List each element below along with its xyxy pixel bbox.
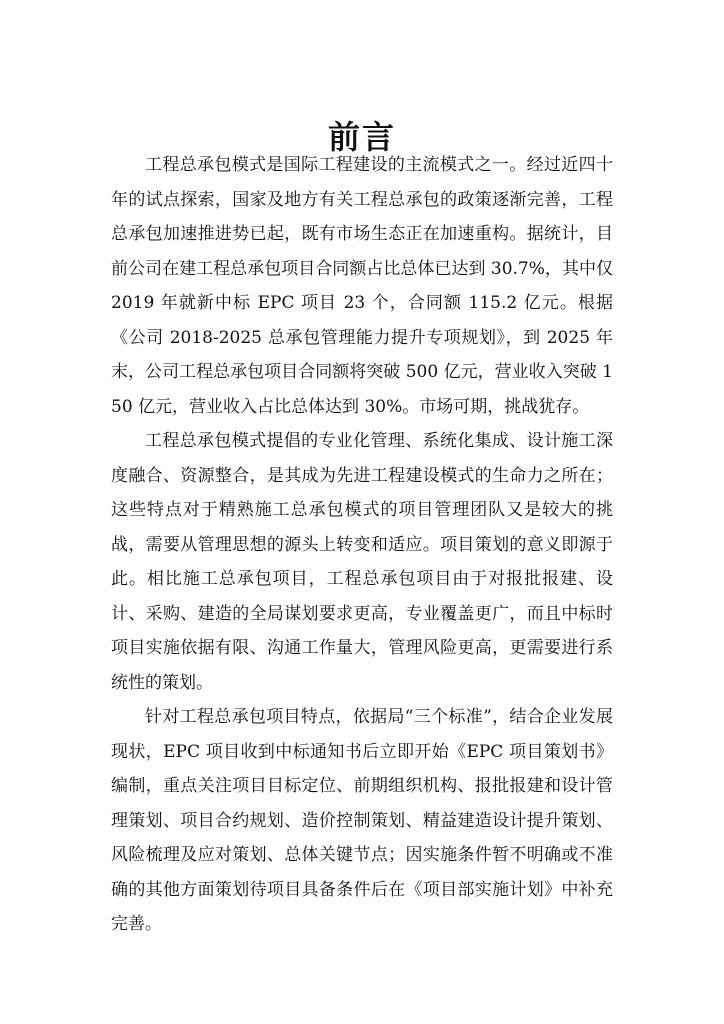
document-body bbox=[111, 148, 613, 942]
paragraph-1: 工程总承包模式是国际工程建设的主流模式之一。经过近四十年的试点探索，国家及地方有关工程总承包的政策逐渐完善，工程总承包加速推进势已起，既有市场生态正在加速重构。据统计，目前公司在建工程总承包项目合同额占比总体已达到 30.7%，其中仅 2019 年就新中标 EPC 项目 23 个，合同额 115.2 亿元。根据《公司 2018-2025 总承包管理能力提升专项规划》，到 2025 年末，公司工程总承包项目合同额将突破 500 亿元，营业收入突破 150 亿元，营业收入占比总体达到 30%。市场可期，挑战犹存。 bbox=[111, 155, 613, 417]
paragraph-2: 工程总承包模式提倡的专业化管理、系统化集成、设计施工深度融合、资源整合，是其成为先进工程建设模式的生命力之所在；这些特点对于精熟施工总承包模式的项目管理团队又是较大的挑战，需要从管理思想的源头上转变和适应。项目策划的意义即源于此。相比施工总承包项目，工程总承包项目由于对报批报建、设计、采购、建造的全局谋划要求更高，专业覆盖更广，而且中标时项目实施依据有限、沟通工作量大，管理风险更高，更需要进行系统性的策划。 bbox=[111, 431, 613, 693]
paragraph-3: 针对工程总承包项目特点，依据局“三个标准”，结合企业发展现状，EPC 项目收到中标通知书后立即开始《EPC 项目策划书》编制，重点关注项目目标定位、前期组织机构、报批报建和设计管理策划、项目合约规划、造价控制策划、精益建造设计提升策划、风险梳理及应对策划、总体关键节点；因实施条件暂不明确或不准确的其他方面策划待项目具备条件后在《项目部实施计划》中补充完善。 bbox=[111, 707, 613, 934]
page-title: 前言 bbox=[327, 118, 396, 157]
